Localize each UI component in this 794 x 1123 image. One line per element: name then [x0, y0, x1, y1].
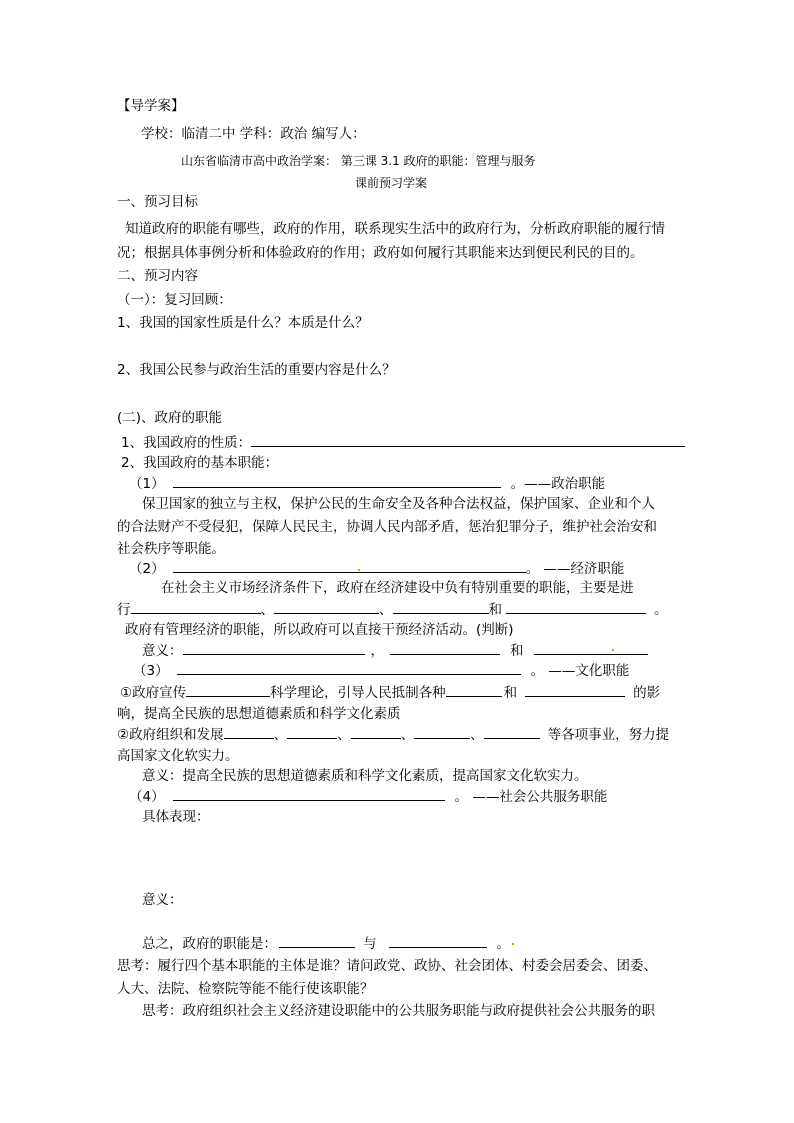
- cultural-item-1-cont: 响，提高全民族的思想道德素质和科学文化素质: [117, 706, 401, 722]
- stray-mark-1: [358, 569, 360, 571]
- cultural-function-line: （3） 。 ——文化职能: [133, 660, 629, 681]
- cultural-item-1: ①政府宣传 科学理论，引导人民抵制各种 和 的影: [120, 682, 660, 703]
- economic-blank-2[interactable]: [274, 599, 379, 614]
- political-function-line: （1） 。——政治职能: [129, 473, 605, 494]
- cultural-blank-cause-1[interactable]: [224, 724, 274, 739]
- cultural-blank-resist-2[interactable]: [525, 682, 625, 697]
- summary-blank-1[interactable]: [279, 933, 355, 948]
- summary-blank-2[interactable]: [389, 933, 487, 948]
- political-desc-3: 社会秩序等职能。: [117, 541, 225, 557]
- economic-function-blank[interactable]: [173, 558, 526, 573]
- stray-mark-3: [512, 943, 514, 945]
- economic-meaning-line: 意义： ， 和: [142, 640, 648, 661]
- doc-subtitle: 课前预习学案: [355, 176, 428, 190]
- nature-label: 1、我国政府的性质：: [121, 435, 252, 451]
- public-service-function-line: （4） 。 ——社会公共服务职能: [129, 786, 607, 807]
- functions-heading: (二)、政府的职能: [117, 410, 223, 426]
- cultural-blank-cause-5[interactable]: [484, 724, 540, 739]
- economic-blank-1[interactable]: [131, 599, 261, 614]
- cultural-blank-cause-2[interactable]: [287, 724, 337, 739]
- section-content-heading: 二、预习内容: [117, 268, 198, 284]
- question-1: 1、我国的国家性质是什么？本质是什么？: [117, 315, 369, 331]
- review-heading: （一）：复习回顾：: [117, 292, 232, 308]
- judgement-statement: 政府有管理经济的职能，所以政府可以直接干预经济活动。(判断): [125, 622, 514, 638]
- cultural-blank-cause-3[interactable]: [351, 724, 401, 739]
- concrete-performance-label: 具体表现：: [142, 809, 210, 825]
- economic-desc-1: 在社会主义市场经济条件下，政府在经济建设中负有特别重要的职能，主要是进: [161, 580, 634, 596]
- cultural-blank-cause-4[interactable]: [414, 724, 470, 739]
- summary-line: 总之，政府的职能是： 与 。: [142, 933, 510, 954]
- objectives-text-1: 知道政府的职能有哪些，政府的作用，联系现实生活中的政府行为，分析政府职能的履行情: [125, 221, 665, 237]
- doc-tag: 【导学案】: [117, 98, 185, 114]
- nature-blank[interactable]: [251, 432, 685, 447]
- economic-meaning-blank-2[interactable]: [390, 640, 500, 655]
- cultural-item-2-cont: 高国家文化软实力。: [117, 748, 239, 764]
- basic-functions-label: 2、我国政府的基本职能：: [121, 455, 279, 471]
- government-nature-line: [121, 432, 685, 453]
- public-service-function-blank[interactable]: [173, 786, 445, 801]
- section-objectives-heading: 一、预习目标: [117, 194, 198, 210]
- political-function-blank[interactable]: [173, 473, 501, 488]
- objectives-text-2: 况；根据具体事例分析和体验政府的作用；政府如何履行其职能来达到便民利民的目的。: [117, 245, 644, 261]
- public-service-meaning-label: 意义：: [142, 892, 183, 908]
- cultural-item-2: ②政府组织和发展 、 、 、 、 等各项事业，努力提: [117, 724, 669, 745]
- cultural-blank-resist-1[interactable]: [446, 682, 502, 697]
- doc-title: 山东省临清市高中政治学案： 第三课 3.1 政府的职能：管理与服务: [181, 154, 536, 168]
- cultural-function-blank[interactable]: [177, 660, 521, 675]
- think-question-1b: 人大、法院、检察院等能不能行使该职能？: [117, 981, 374, 997]
- think-question-2: 思考：政府组织社会主义经济建设职能中的公共服务职能与政府提供社会公共服务的职: [142, 1003, 655, 1019]
- political-desc-1: 保卫国家的独立与主权，保护公民的生命安全及各种合法权益，保护国家、企业和个人: [142, 496, 655, 512]
- school-line: 学校：临清二中 学科：政治 编写人：: [141, 126, 366, 142]
- economic-blank-4[interactable]: [506, 599, 646, 614]
- political-desc-2: 的合法财产不受侵犯，保障人民民主，协调人民内部矛盾，惩治犯罪分子，维护社会治安和: [117, 519, 657, 535]
- stray-mark-2: [612, 649, 614, 651]
- question-2: 2、我国公民参与政治生活的重要内容是什么？: [117, 362, 396, 378]
- economic-blank-3[interactable]: [393, 599, 489, 614]
- economic-meaning-blank-1[interactable]: [183, 640, 365, 655]
- economic-meaning-blank-3[interactable]: [534, 640, 648, 655]
- economic-function-line: （2） 。 ——经济职能: [129, 558, 624, 579]
- cultural-blank-theory[interactable]: [186, 682, 270, 697]
- economic-desc-2: 行 、 、 和 。: [117, 599, 668, 620]
- think-question-1a: 思考：履行四个基本职能的主体是谁？请问政党、政协、社会团体、村委会居委会、团委、: [117, 958, 657, 974]
- cultural-meaning: 意义：提高全民族的思想道德素质和科学文化素质，提高国家文化软实力。: [142, 768, 588, 784]
